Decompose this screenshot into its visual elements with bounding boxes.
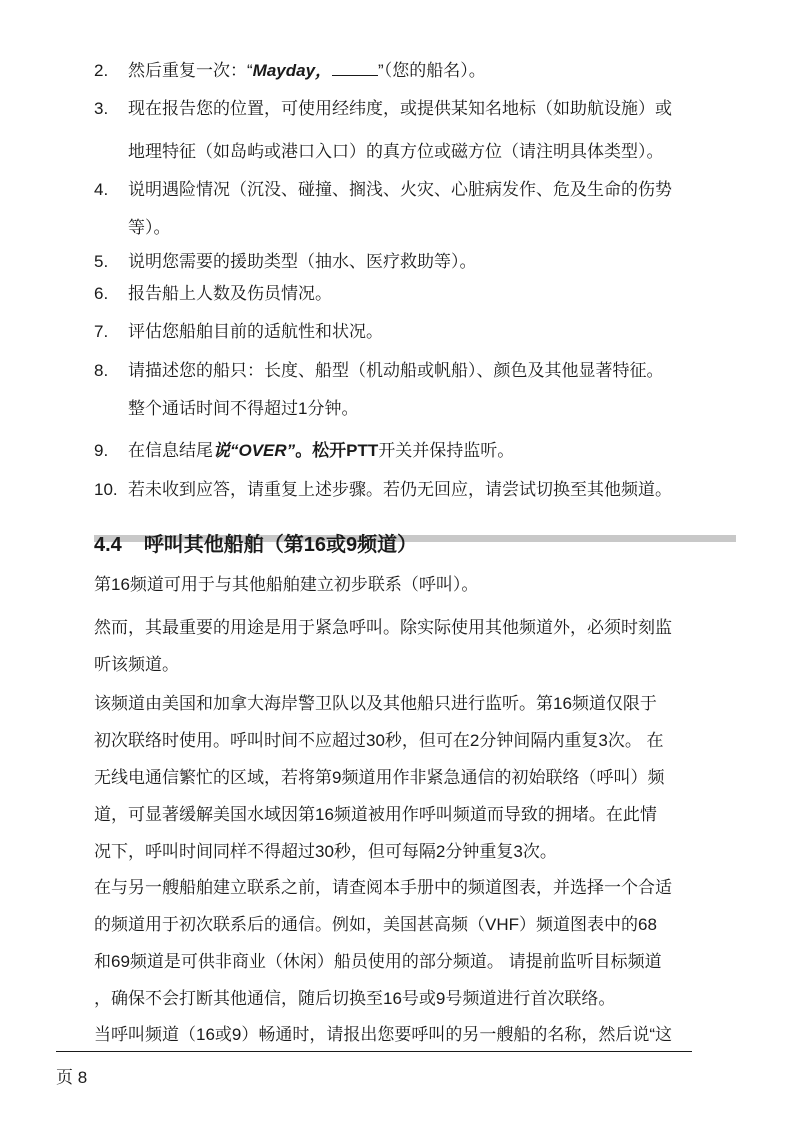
page-number: 页 8 — [56, 1068, 88, 1087]
list-item-number: 6. — [94, 284, 109, 303]
paragraph-line: 的频道用于初次联系后的通信。例如，美国甚高频（VHF）频道图表中的68 — [94, 915, 657, 934]
list-item-line: 说明遇险情况（沉没、碰撞、搁浅、火灾、心脏病发作、危及生命的伤势 — [128, 180, 672, 199]
list-item-text-part: 开关并保持监听。 — [378, 441, 515, 460]
list-item — [94, 432, 744, 470]
list-item-text — [94, 432, 744, 470]
list-item — [94, 90, 744, 171]
paragraph — [94, 566, 740, 603]
over-phrase: 说“OVER” — [213, 441, 296, 460]
list-item-text: 说明您需要的援助类型（抽水、医疗救助等）。 — [128, 252, 477, 271]
list-item-text-part: ”（您的船名）。 — [378, 61, 486, 80]
paragraph-line: 无线电通信繁忙的区域，若将第9频道用作非紧急通信的初始联络（呼叫）频 — [94, 768, 665, 787]
list-item-number: 5. — [94, 252, 109, 271]
list-item-text: 若未收到应答，请重复上述步骤。若仍无回应，请尝试切换至其他频道。 — [128, 480, 672, 499]
paragraph-line: 听该频道。 — [94, 655, 179, 674]
list-item-number: 2. — [94, 61, 109, 80]
list-item-line: 整个通话时间不得超过1分钟。 — [128, 399, 359, 418]
paragraph-line: 在与另一艘船舶建立联系之前，请查阅本手册中的频道图表，并选择一个合适 — [94, 878, 672, 897]
paragraph — [94, 1016, 740, 1053]
list-item-line: 地理特征（如岛屿或港口入口）的真方位或磁方位（请注明具体类型）。 — [128, 142, 664, 161]
list-item-text-part: 在信息结尾 — [128, 441, 213, 460]
list-item — [94, 171, 744, 247]
list-item-number: 7. — [94, 322, 109, 341]
section-number: 4.4 — [94, 534, 122, 556]
paragraph — [94, 685, 740, 870]
ptt-phrase: 。松开PTT — [295, 441, 379, 460]
paragraph-line: 道，可显著缓解美国水域因第16频道被用作呼叫频道而导致的拥堵。在此情 — [94, 805, 657, 824]
list-item — [94, 275, 744, 313]
list-item-number: 10. — [94, 480, 118, 499]
paragraph-line: 当呼叫频道（16或9）畅通时，请报出您要呼叫的另一艘船的名称，然后说“这 — [94, 1025, 673, 1044]
paragraph-line: 况下，呼叫时间同样不得超过30秒，但可每隔2分钟重复3次。 — [94, 842, 557, 861]
list-item-number: 8. — [94, 361, 109, 380]
footer-rule — [56, 1051, 692, 1052]
section-title — [94, 530, 417, 560]
list-item-line: 现在报告您的位置，可使用经纬度，或提供某知名地标（如助航设施）或 — [128, 99, 672, 118]
list-item-number: 4. — [94, 180, 109, 199]
paragraph-line: 该频道由美国和加拿大海岸警卫队以及其他船只进行监听。第16频道仅限于 — [94, 694, 657, 713]
paragraph — [94, 869, 740, 1017]
list-item-text: 报告船上人数及伤员情况。 — [128, 284, 332, 303]
list-item-text — [94, 52, 744, 90]
list-item-line: 等）。 — [128, 218, 171, 237]
list-item-text: 评估您船舶目前的适航性和状况。 — [128, 322, 383, 341]
paragraph-line: 和69频道是可供非商业（休闲）船员使用的部分频道。 请提前监听目标频道 — [94, 952, 662, 971]
section-heading — [94, 530, 736, 560]
list-item-number: 3. — [94, 99, 109, 118]
paragraph — [94, 609, 740, 683]
list-item — [94, 52, 744, 90]
paragraph-line: 第16频道可用于与其他船舶建立初步联系（呼叫）。 — [94, 575, 479, 594]
list-item-text-part: 然后重复一次：“ — [128, 61, 253, 80]
section-title-text: 呼叫其他船舶（第16或9频道） — [143, 534, 418, 556]
list-item-line: 请描述您的船只：长度、船型（机动船或帆船）、颜色及其他显著特征。 — [128, 361, 664, 380]
list-item-number: 9. — [94, 441, 109, 460]
list-item — [94, 352, 744, 428]
paragraph-line: ，确保不会打断其他通信，随后切换至16号或9号频道进行首次联络。 — [94, 989, 616, 1008]
list-item — [94, 471, 744, 509]
vessel-name-blank — [332, 59, 378, 76]
paragraph-line: 初次联络时使用。呼叫时间不应超过30秒，但可在2分钟间隔内重复3次。 在 — [94, 731, 664, 750]
mayday-phrase: Mayday， — [252, 61, 333, 80]
list-item — [94, 313, 744, 351]
paragraph-line: 然而，其最重要的用途是用于紧急呼叫。除实际使用其他频道外，必须时刻监 — [94, 618, 672, 637]
